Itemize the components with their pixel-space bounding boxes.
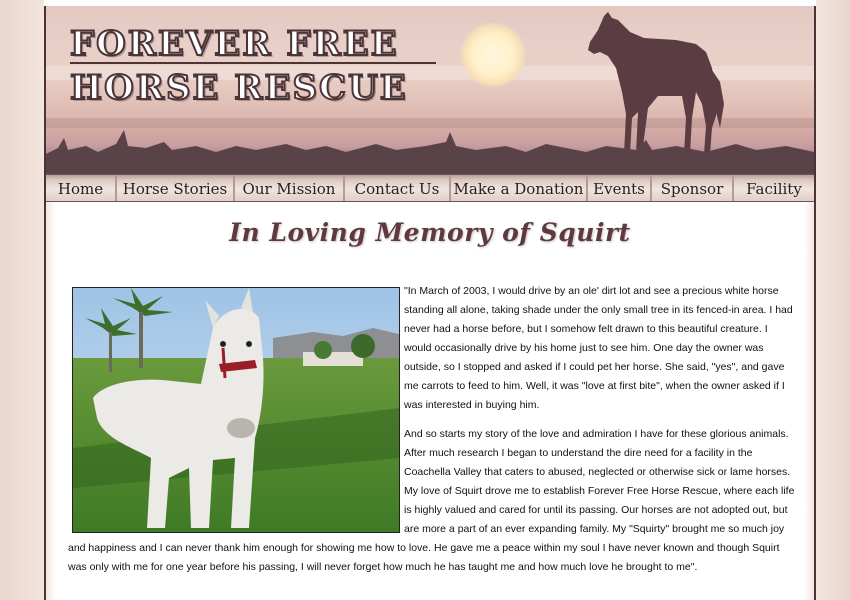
nav-contact-us[interactable]: Contact Us: [345, 175, 451, 201]
photo-spacer: [68, 282, 404, 529]
main-content: [46, 202, 814, 600]
story-paragraph-1: "In March of 2003, I would drive by an ole' dirt lot and see a precious white horse standing all alone, taking shade under the only small tree in its fenced-in area. I had never had a horse before, but I somehow felt drawn to this beautiful creature. I would occasionally drive by his home just to see him. One day the owner was outside, so I stopped and asked if I could pet her horse. She said, "yes", and gave me carrots to feed to him. Well, it was "love at first bite", when the owner asked if I was interested in buying him.: [404, 285, 793, 411]
site-title-line2: HORSE RESCUE: [70, 68, 408, 108]
page-title: In Loving Memory of Squirt: [229, 218, 631, 247]
nav-facility[interactable]: Facility: [746, 180, 802, 198]
story-text: [68, 282, 796, 587]
main-nav: [46, 174, 814, 202]
nav-horse-stories[interactable]: Horse Stories: [117, 175, 235, 201]
nav-make-a-donation[interactable]: Make a Donation: [451, 175, 588, 201]
nav-events[interactable]: Events: [588, 175, 652, 201]
story-paragraph-2: And so starts my story of the love and admiration I have for these glorious animals. After much research I began to understand the dire need for a facility in the Coachella Valley that caters to abused, neglected or otherwise sick or lame horses. My love of Squirt drove me to establish Forever Free Horse Rescue, where each life is highly valued and cared for until its passing. Our horses are not adopted out, but are more a part of an ever expanding family. My "Squirty" brought me so much joy and happiness and I can never thank him enough for showing me how to love. He gave me a peace within my soul I have never known and though Squirt was only with me for one year before his passing, I will never forget how much he has taught me and how much love he brought to me".: [68, 428, 795, 573]
grass-silhouette: [46, 124, 814, 174]
site-title[interactable]: [70, 24, 436, 108]
site-title-line1: FOREVER FREE: [70, 24, 399, 64]
page-container: [44, 6, 816, 600]
header-banner: [46, 6, 814, 174]
sun-graphic: [460, 22, 526, 88]
nav-our-mission[interactable]: Our Mission: [235, 175, 345, 201]
nav-sponsor[interactable]: Sponsor: [652, 175, 734, 201]
nav-home[interactable]: Home: [46, 175, 117, 201]
